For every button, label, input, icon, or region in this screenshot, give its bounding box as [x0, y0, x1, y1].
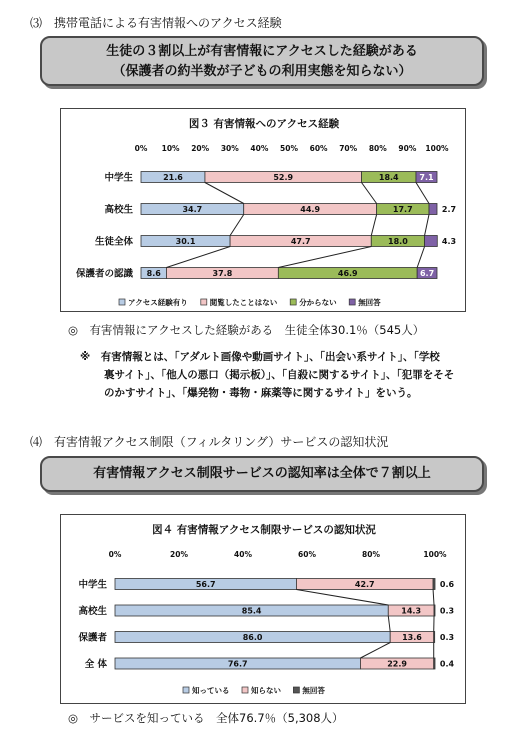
- category-label: 生徒全体: [94, 236, 133, 248]
- connector-line: [278, 247, 371, 268]
- data-label: 0.3: [439, 606, 455, 616]
- section3-banner-line2: （保護者の約半数が子どもの利用実態を知らない）: [112, 64, 412, 79]
- section3-footnote: [80, 348, 480, 402]
- tick-label: 30%: [220, 144, 239, 153]
- tick-label: 70%: [339, 144, 358, 153]
- tick-label: 100%: [425, 144, 449, 153]
- data-label: 44.9: [300, 205, 321, 214]
- data-label: 76.7: [227, 659, 248, 669]
- tick-label: 50%: [280, 144, 298, 153]
- tick-label: 20%: [170, 550, 188, 559]
- tick-label: 60%: [309, 144, 328, 153]
- connector-line: [433, 590, 434, 606]
- bar-segment: [434, 605, 435, 616]
- category-label: 高校生: [104, 204, 133, 216]
- legend-label: 知らない: [251, 686, 281, 695]
- legend-swatch: [201, 299, 207, 305]
- connector-line: [362, 183, 377, 204]
- category-label: 中学生: [104, 172, 133, 184]
- chart-title: 図３ 有害情報へのアクセス経験: [188, 118, 340, 130]
- tick-label: 0%: [108, 550, 122, 559]
- tick-label: 10%: [161, 144, 180, 153]
- bar-segment: [434, 632, 435, 643]
- data-label: 0.4: [439, 659, 455, 669]
- section3-summary: ◎ 有害情報にアクセスした経験がある 生徒全体30.1％（545人）: [68, 323, 425, 337]
- data-label: 46.9: [337, 269, 358, 278]
- section3-banner-line1: 生徒の３割以上が有害情報にアクセスした経験がある: [106, 44, 418, 59]
- data-label: 7.1: [419, 173, 434, 182]
- legend-swatch: [183, 687, 189, 693]
- data-label: 56.7: [195, 580, 216, 589]
- data-label: 86.0: [242, 633, 263, 642]
- tick-label: 100%: [423, 550, 447, 559]
- section3-banner: [40, 36, 484, 86]
- footnote-line: 裏サイト」、「他人の悪口（掲示板）」、「自殺に関するサイト」、「犯罪をそそ: [104, 369, 455, 381]
- data-label: 0.6: [439, 580, 455, 589]
- legend-swatch: [242, 687, 248, 693]
- connector-line: [205, 183, 244, 204]
- bar-segment: [429, 204, 437, 215]
- section3-heading: ⑶ 携帯電話による有害情報へのアクセス経験: [30, 16, 282, 30]
- legend-swatch: [349, 299, 355, 305]
- data-label: 37.8: [212, 269, 233, 278]
- connector-line: [425, 215, 429, 236]
- footnote-line: ※ 有害情報とは、「アダルト画像や動画サイト」、「出会い系サイト」、「学校: [80, 351, 440, 363]
- category-label: 高校生: [78, 606, 107, 617]
- data-label: 6.7: [419, 269, 435, 278]
- chart-fig4: [60, 514, 466, 704]
- section4-banner: [40, 456, 484, 492]
- legend-label: 無回答: [358, 298, 381, 307]
- data-label: 2.7: [441, 205, 457, 214]
- category-label: 保護者: [78, 632, 107, 644]
- legend-label: 分からない: [299, 298, 337, 307]
- legend-swatch: [290, 299, 296, 305]
- data-label: 18.0: [388, 237, 408, 246]
- tick-label: 60%: [298, 550, 316, 559]
- tick-label: 80%: [362, 550, 380, 559]
- chart-fig4-svg: [61, 515, 467, 705]
- data-label: 85.4: [241, 606, 262, 616]
- legend-swatch: [119, 299, 125, 305]
- connector-line: [230, 215, 244, 236]
- connector-line: [388, 616, 390, 632]
- data-label: 13.6: [402, 633, 422, 642]
- category-label: 中学生: [78, 579, 107, 591]
- section4-heading: ⑷ 有害情報アクセス制限（フィルタリング）サービスの認知状況: [30, 435, 389, 449]
- legend-label: 閲覧したことはない: [209, 298, 278, 307]
- chart-fig3-svg: [61, 109, 467, 313]
- category-label: 保護者の認識: [75, 268, 133, 280]
- tick-label: 20%: [191, 144, 210, 153]
- footnote-line: のかすサイト」、「爆発物・毒物・麻薬等に関するサイト」をいう。: [104, 387, 418, 399]
- legend-swatch: [293, 687, 299, 693]
- data-label: 30.1: [175, 237, 196, 246]
- data-label: 8.6: [146, 269, 161, 278]
- data-label: 4.3: [441, 237, 457, 246]
- data-label: 21.6: [163, 173, 183, 182]
- data-label: 14.3: [401, 606, 422, 616]
- connector-line: [166, 247, 230, 268]
- bar-segment: [434, 658, 435, 669]
- legend-label: 知っている: [192, 686, 230, 695]
- bar-segment: [433, 579, 435, 590]
- tick-label: 40%: [234, 550, 252, 559]
- data-label: 17.7: [392, 205, 413, 214]
- data-label: 34.7: [182, 205, 203, 214]
- legend-label: 無回答: [302, 686, 325, 695]
- data-label: 18.4: [378, 173, 399, 182]
- data-label: 52.9: [273, 173, 294, 182]
- tick-label: 40%: [250, 144, 269, 153]
- data-label: 0.3: [439, 633, 455, 642]
- chart-title: 図４ 有害情報アクセス制限サービスの認知状況: [152, 524, 376, 536]
- connector-line: [296, 590, 388, 606]
- tick-label: 80%: [368, 144, 387, 153]
- data-label: 42.7: [354, 580, 375, 589]
- tick-label: 90%: [398, 144, 417, 153]
- section4-summary: ◎ サービスを知っている 全体76.7％（5,308人）: [68, 711, 344, 725]
- section4-banner-line1: 有害情報アクセス制限サービスの認知率は全体で７割以上: [93, 466, 431, 481]
- category-label: 全 体: [84, 659, 107, 670]
- data-label: 47.7: [290, 237, 311, 246]
- legend-label: アクセス経験有り: [128, 298, 188, 307]
- connector-line: [416, 183, 429, 204]
- chart-fig3: [60, 108, 466, 312]
- connector-line: [417, 247, 424, 268]
- tick-label: 0%: [134, 144, 148, 153]
- data-label: 22.9: [387, 659, 407, 669]
- bar-segment: [425, 236, 438, 247]
- connector-line: [371, 215, 376, 236]
- connector-line: [360, 643, 390, 659]
